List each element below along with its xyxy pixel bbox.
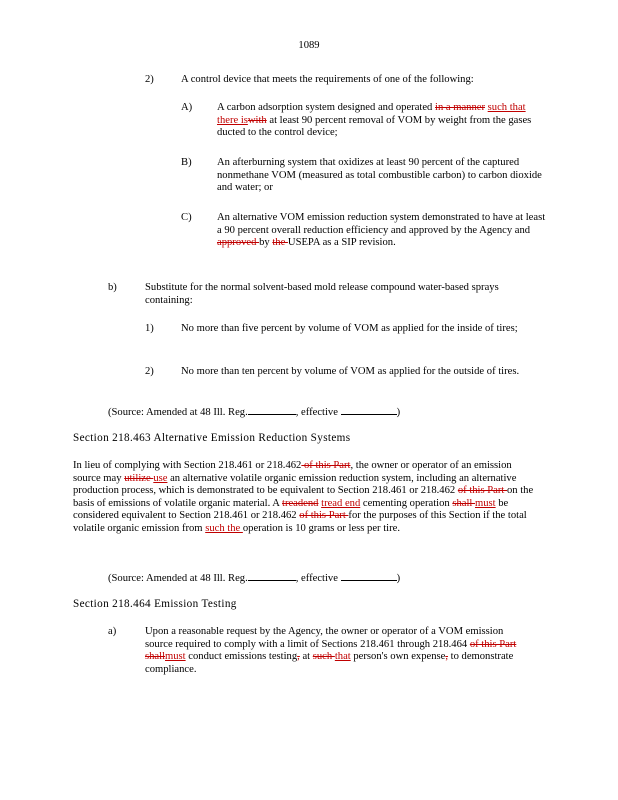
s463-deletion-4: treadend	[282, 497, 319, 509]
section-218-463-paragraph	[73, 460, 535, 536]
s464-text-3: at	[299, 651, 313, 663]
s463-insertion-2: tread end	[321, 497, 361, 509]
source-note-2-suffix: )	[396, 573, 401, 584]
source-note-2-middle: , effective	[295, 573, 341, 584]
source-note-suffix: )	[396, 407, 401, 418]
item-2a-text	[217, 102, 547, 140]
item-b1-marker: 1)	[145, 323, 154, 334]
s463-text-7: for the purposes of this Section if the total volatile organic emission from	[73, 510, 527, 534]
item-2c-marker: C)	[181, 212, 192, 223]
s463-deletion-1: of this Part	[301, 460, 351, 471]
s464-insertion-1: must	[165, 651, 186, 663]
item-b-marker: b)	[108, 282, 117, 293]
item-2b-text: An afterburning system that oxidizes at least 90 percent of the captured nonmethane VOM (measured as total combustible carbon) to carbon dioxide and water; or	[217, 157, 542, 194]
item-b1-text: No more than five percent by volume of VOM as applied for the inside of tires;	[181, 323, 518, 334]
s464-text-2: conduct emissions testing	[185, 651, 298, 663]
s463-text-8: operation is 10 grams or less per tire.	[242, 522, 400, 534]
source-note	[108, 405, 400, 420]
section-218-464-heading: Section 218.464 Emission Testing	[73, 598, 237, 610]
s463-text-3: an alternative volatile organic emission reduction system, including an alternative production process, which is demonstrated to be equivalent to Section 218.461 or 218.462	[73, 472, 517, 497]
s463-insertion-1: use	[153, 472, 168, 484]
source-note-prefix: (Source: Amended at 48 Ill. Reg.	[108, 407, 248, 418]
item-2c-seg1: An alternative VOM emission reduction system demonstrated to have at least a 90 percent overall reduction efficiency and approved by the Agency and	[217, 212, 546, 236]
s464-text-5: to demonstrate compliance.	[145, 651, 514, 675]
item-464a-marker: a)	[108, 626, 117, 637]
item-2c-seg2: by	[259, 237, 273, 249]
s464-text-1: Upon a reasonable request by the Agency, the owner or operator of a VOM emission source required to comply with a limit of Sections 218.461 through 218.464	[145, 626, 504, 650]
source-note-2-prefix: (Source: Amended at 48 Ill. Reg.	[108, 573, 248, 584]
item-2c-deletion-2: the	[272, 237, 288, 249]
s463-insertion-4: such the	[205, 522, 243, 534]
section-218-463-heading: Section 218.463 Alternative Emission Reduction Systems	[73, 432, 351, 444]
s464-deletion-3: such	[312, 651, 335, 663]
s463-text-1: In lieu of complying with Section 218.461 or 218.462	[73, 460, 302, 471]
item-464a-text	[145, 626, 530, 676]
item-2c-deletion-1: approved	[217, 237, 260, 249]
source-2-effective-blank	[341, 571, 397, 581]
source-note-2	[108, 571, 400, 586]
s463-text-5: cementing operation	[360, 497, 453, 509]
item-2a-deletion-2: with	[247, 114, 267, 126]
s463-insertion-3: must	[475, 497, 496, 509]
item-b2-text: No more than ten percent by volume of VOM as applied for the outside of tires.	[181, 366, 520, 377]
item-2-text: A control device that meets the requirements of one of the following:	[181, 74, 474, 85]
s464-deletion-1: of this Part shall	[145, 638, 517, 663]
item-b-text: Substitute for the normal solvent-based mold release compound water-based sprays containing:	[145, 282, 499, 306]
s463-text-4: on the basis of emissions of volatile organic material. A	[73, 485, 534, 509]
item-2-marker: 2)	[145, 74, 154, 85]
s463-text-2: , the owner or operator of an emission source may	[73, 460, 512, 484]
source-effective-blank	[341, 405, 397, 415]
source-note-middle: , effective	[295, 407, 341, 418]
s464-insertion-2: that	[334, 651, 351, 663]
s463-text-6: be considered equivalent to Section 218.461 or 218.462	[73, 497, 509, 522]
item-2c-seg3: USEPA as a SIP revision.	[287, 237, 396, 249]
item-b2-marker: 2)	[145, 366, 154, 377]
s464-text-4: person's own expense	[350, 651, 446, 663]
source-reg-blank	[248, 405, 296, 415]
item-2a-marker: A)	[181, 102, 193, 113]
s464-deletion-4: ,	[445, 651, 448, 663]
item-2c-text	[217, 212, 547, 250]
page-number: 1089	[298, 40, 320, 51]
source-2-reg-blank	[248, 571, 296, 581]
s463-deletion-6: of this Part	[299, 510, 349, 522]
s463-deletion-5: shall	[452, 497, 475, 509]
item-2a-seg1: A carbon adsorption system designed and operated	[217, 102, 435, 113]
item-2a-seg2: at least 90 percent removal of VOM by weight from the gases ducted to the control device;	[217, 114, 532, 139]
s463-deletion-2: utilize	[124, 472, 154, 484]
item-2a-deletion-1: in a manner	[435, 102, 486, 113]
s464-deletion-2: ,	[297, 651, 300, 663]
item-2a-insertion-1: such that there is	[217, 102, 526, 126]
item-2b-marker: B)	[181, 157, 192, 168]
s463-deletion-3: of this Part	[457, 485, 507, 497]
